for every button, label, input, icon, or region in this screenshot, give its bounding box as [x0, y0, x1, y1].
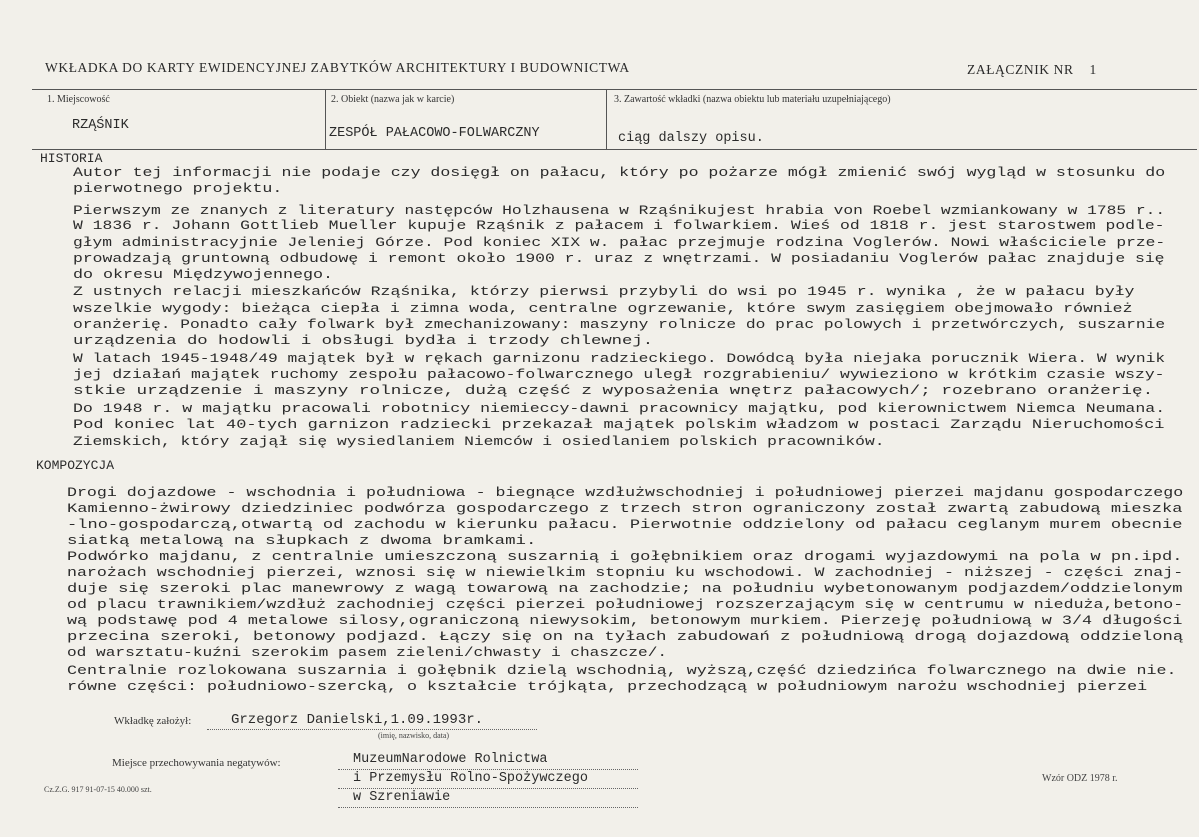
historia-line: Pod koniec lat 40-tych garnizon radziecki przekazał majątek polskim władzom w postaci Zarządu Nieruchomości: [73, 418, 1165, 432]
kompozycja-line: narożach wschodniej pierzei, wznosi się w niewielkim stopniu ku wschodowi. W zachodniej - niższej - części znaj-: [67, 566, 1184, 580]
historia-line: Pierwszym ze znanych z literatury następców Holzhausena w Rząśnikujest hrabia von Roebel wzmiankowany w 1785 r..: [73, 204, 1166, 218]
annex-number: 1: [1089, 62, 1097, 77]
kompozycja-line: równe części: południowo-szercką, o kształcie trójkąta, przechodzącą w południowym narożu wschodniej pierzei: [67, 680, 1148, 694]
negatives-label: Miejsce przechowywania negatywów:: [112, 757, 281, 769]
historia-line: prowadzają gruntowną odbudowę i remont około 1900 r. uraz z wnętrzami. W posiadaniu Voglerów pałac znajduje się: [73, 252, 1165, 266]
historia-line: stkie urządzenie i maszyny rolnicze, dużą część z wyposażenia wnętrz pałacowych/; rozebrano oranżerię.: [73, 384, 1154, 398]
annex-number-label: [967, 62, 1097, 78]
negatives-dotted-line-2: [338, 788, 638, 789]
field-divider-2: [606, 89, 607, 150]
locality-value: RZĄŚNIK: [72, 118, 129, 133]
locality-label: 1. Miejscowość: [47, 94, 110, 105]
negatives-line-2: i Przemysłu Rolno-Spożywczego: [353, 771, 588, 786]
kompozycja-line: Kamienno-żwirowy dziedziniec podwórza gospodarczego z trzech stron ograniczony został zwartą zabudową mieszka: [67, 502, 1183, 516]
field-divider-1: [325, 89, 326, 150]
historia-line: Autor tej informacji nie podaje czy dosięgł on pałacu, który po pożarze mógł zmienić swój wygląd w stosunku do: [73, 166, 1166, 180]
historia-line: W 1836 r. Johann Gottlieb Mueller kupuje Rząśnik z pałacem i folwarkiem. Wieś od 1818 r. jest starostwem podle-: [73, 219, 1165, 233]
historia-line: do okresu Międzywojennego.: [73, 268, 334, 282]
header-bottom-rule: [32, 149, 1197, 150]
historia-line: Z ustnych relacji mieszkańców Rząśnika, którzy pierwsi przybyli do wsi po 1945 r. wynika , że w pałacu były: [73, 285, 1135, 299]
historia-line: jej działań majątek ruchomy zespołu pałacowo-folwarcznego uległ rozgrabieniu/ wywieziono w krótkim czasie wszy-: [73, 368, 1165, 382]
historia-line: oranżerię. Ponadto cały folwark był zmechanizowany: maszyny rolnicze do prac polowych i przetwórczych, suszarnie: [73, 318, 1166, 332]
historia-line: urządzenia do hodowli i obsługi bydła i trzody chlewnej.: [73, 334, 654, 348]
object-label: 2. Obiekt (nazwa jak w karcie): [331, 94, 455, 105]
content-value: ciąg dalszy opisu.: [618, 131, 764, 146]
historia-line: głym administracyjnie Jeleniej Górze. Pod koniec XIX w. pałac przejmuje rodzina Voglerów. Nowi właściciele prze-: [73, 236, 1166, 250]
header-top-rule: [32, 89, 1197, 90]
object-value: ZESPÓŁ PAŁACOWO-FOLWARCZNY: [329, 126, 540, 141]
negatives-dotted-line-1: [338, 769, 638, 770]
print-code: Cz.Z.G. 917 91-07-15 40.000 szt.: [44, 785, 152, 794]
historia-heading: HISTORIA: [40, 151, 103, 166]
kompozycja-heading: KOMPOZYCJA: [36, 458, 115, 473]
kompozycja-line: -lno-gospodarczą,otwartą od zachodu w kierunku pałacu. Pierwotnie oddzielony od pałacu ceglanym murem obecnie: [67, 518, 1183, 532]
kompozycja-line: Centralnie rozlokowana suszarnia i gołębnik dzielą wschodnią, wyższą,część dziedzińca folwarcznego na dwie nie.: [67, 664, 1177, 678]
compiled-by-value: Grzegorz Danielski,1.09.1993r.: [231, 712, 484, 728]
compiled-by-dotted-line: [207, 729, 537, 730]
compiled-by-label: Wkładkę założył:: [114, 715, 192, 727]
kompozycja-line: przecina szeroki, betonowy podjazd. Łączy się on na tyłach zabudowań z południową drogą dojazdową oddzieloną: [67, 630, 1184, 644]
form-title: WKŁADKA DO KARTY EWIDENCYJNEJ ZABYTKÓW ARCHITEKTURY I BUDOWNICTWA: [45, 60, 630, 75]
historia-line: wszelkie wygody: bieżąca ciepła i zimna woda, centralne ogrzewanie, które swym zasięgiem obejmowało również: [73, 302, 1133, 316]
kompozycja-line: od placu trawnikiem/wzdłuż zachodniej części pierzei południowej rozszerzającym się w centrumu w nieduża,betono-: [67, 598, 1184, 612]
content-label: 3. Zawartość wkładki (nazwa obiektu lub materiału uzupełniającego): [614, 94, 891, 105]
negatives-line-3: w Szreniawie: [353, 790, 451, 805]
historia-line: pierwotnego projektu.: [73, 182, 283, 196]
kompozycja-line: od warsztatu-kuźni szerokim pasem zieleni/chwasty i chaszcze/.: [67, 646, 668, 660]
kompozycja-line: wą podstawę pod 4 metalowe silosy,ograniczoną niewysokim, betonowym murkiem. Pierzeję południową w 3/4 długości: [67, 614, 1183, 628]
historia-line: Do 1948 r. w majątku pracowali robotnicy niemieccy-dawni pracownicy majątku, pod kierownictwem Niemca Neumana.: [73, 402, 1166, 416]
annex-label: ZAŁĄCZNIK NR: [967, 62, 1074, 77]
historia-line: Ziemskich, który zajął się wysiedlaniem Niemców i osiedlaniem polskich pracowników.: [73, 435, 885, 449]
form-template-note: Wzór ODZ 1978 r.: [1042, 773, 1118, 784]
kompozycja-line: Podwórko majdanu, z centralnie umieszczoną suszarnią i gołębnikiem oraz drogami wyjazdowymi na pola w pn.ipd.: [67, 550, 1183, 564]
historia-line: W latach 1945-1948/49 majątek był w rękach garnizonu radzieckiego. Dowódcą była niejaka porucznik Wiera. W wynik: [73, 352, 1166, 366]
negatives-dotted-line-3: [338, 807, 638, 808]
kompozycja-line: Drogi dojazdowe - wschodnia i południowa - biegnące wzdłużwschodniej i południowej pierzei majdanu gospodarczego: [67, 486, 1184, 500]
kompozycja-line: siatką metalową na słupkach z dwoma bramkami.: [67, 534, 537, 548]
negatives-line-1: MuzeumNarodowe Rolnictwa: [353, 752, 548, 767]
compiled-by-hint: (imię, nazwisko, data): [378, 731, 450, 740]
kompozycja-line: duje się szeroki plac manewrowy z wagą towarową na zachodzie; na południu wybetonowanym podjazdem/oddzielonym: [67, 582, 1183, 596]
